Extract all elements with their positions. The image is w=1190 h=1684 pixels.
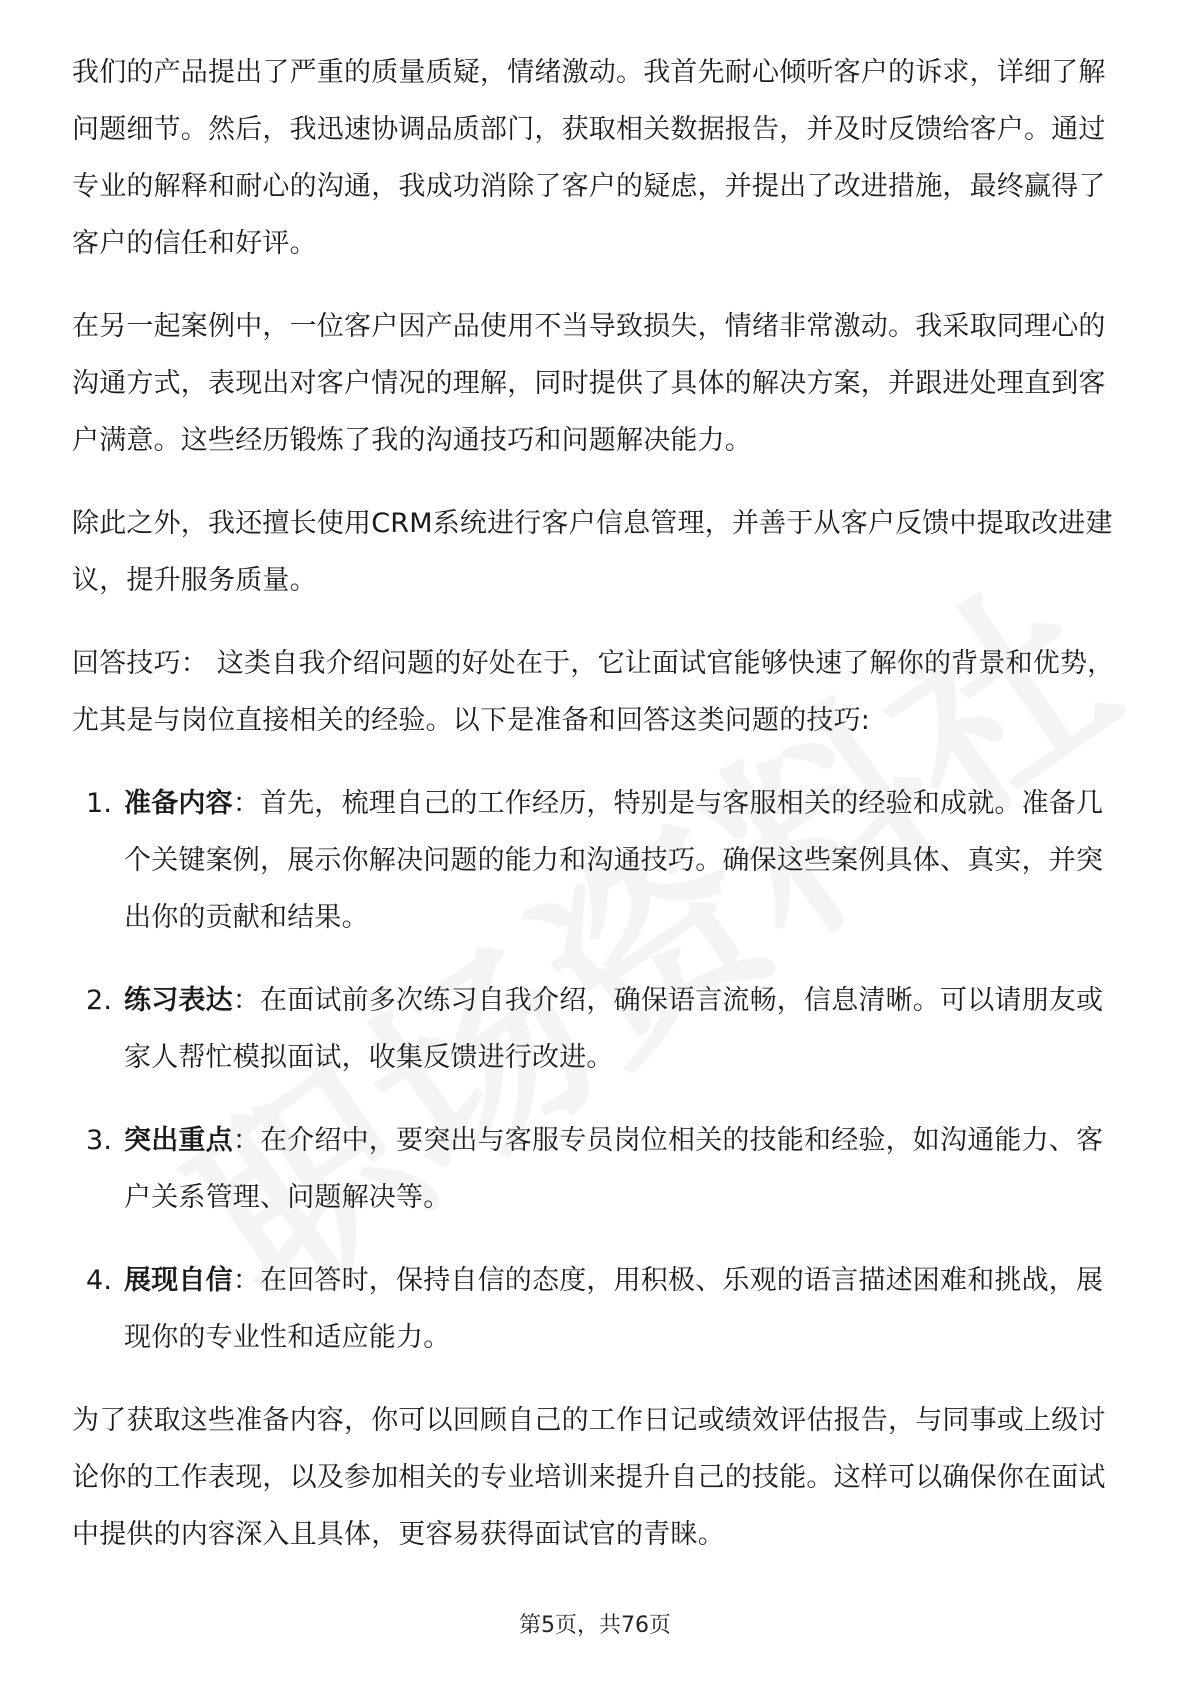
list-item-text: ：首先，梳理自己的工作经历，特别是与客服相关的经验和成就。准备几个关键案例，展示你解决问题的能力和沟通技巧。确保这些案例具体、真实，并突出你的贡献和结果。 — [124, 788, 1104, 933]
list-item-title: 突出重点 — [124, 1125, 233, 1156]
tips-list — [72, 775, 1122, 1366]
list-item-text: ：在回答时，保持自信的态度，用积极、乐观的语言描述困难和挑战，展现你的专业性和适应能力。 — [124, 1265, 1104, 1353]
list-number: 2. — [86, 985, 113, 1016]
list-number: 1. — [86, 788, 113, 819]
document-page — [72, 44, 1122, 1589]
paragraph-preparation: 为了获取这些准备内容，你可以回顾自己的工作日记或绩效评估报告，与同事或上级讨论你的工作表现，以及参加相关的专业培训来提升自己的技能。这样可以确保你在面试中提供的内容深入且具体，更容易获得面试官的青睐。 — [72, 1405, 1106, 1550]
paragraph-case-quality: 我们的产品提出了严重的质量质疑，情绪激动。我首先耐心倾听客户的诉求，详细了解问题细节。然后，我迅速协调品质部门，获取相关数据报告，并及时反馈给客户。通过专业的解释和耐心的沟通，我成功消除了客户的疑虑，并提出了改进措施，最终赢得了客户的信任和好评。 — [72, 57, 1106, 259]
list-item — [72, 972, 1122, 1086]
list-item — [72, 1252, 1122, 1366]
list-item — [72, 775, 1122, 946]
list-item-title: 练习表达 — [124, 985, 233, 1016]
list-item-text: ：在面试前多次练习自我介绍，确保语言流畅，信息清晰。可以请朋友或家人帮忙模拟面试，收集反馈进行改进。 — [124, 985, 1104, 1073]
page-number-footer: 第5页，共76页 — [519, 1613, 671, 1638]
list-item-text: ：在介绍中，要突出与客服专员岗位相关的技能和经验，如沟通能力、客户关系管理、问题解决等。 — [124, 1125, 1104, 1213]
paragraph-case-empathy: 在另一起案例中，一位客户因产品使用不当导致损失，情绪非常激动。我采取同理心的沟通方式，表现出对客户情况的理解，同时提供了具体的解决方案，并跟进处理直到客户满意。这些经历锻炼了我的沟通技巧和问题解决能力。 — [72, 311, 1106, 456]
list-number: 3. — [86, 1125, 113, 1156]
list-item-title: 准备内容 — [124, 788, 233, 819]
list-item — [72, 1112, 1122, 1226]
list-number: 4. — [86, 1265, 113, 1296]
paragraph-answer-tips: 回答技巧： 这类自我介绍问题的好处在于，它让面试官能够快速了解你的背景和优势，尤其是与岗位直接相关的经验。以下是准备和回答这类问题的技巧: — [72, 648, 1115, 736]
list-item-title: 展现自信 — [124, 1265, 233, 1296]
paragraph-crm-skills: 除此之外，我还擅长使用CRM系统进行客户信息管理，并善于从客户反馈中提取改进建议，提升服务质量。 — [72, 508, 1113, 596]
